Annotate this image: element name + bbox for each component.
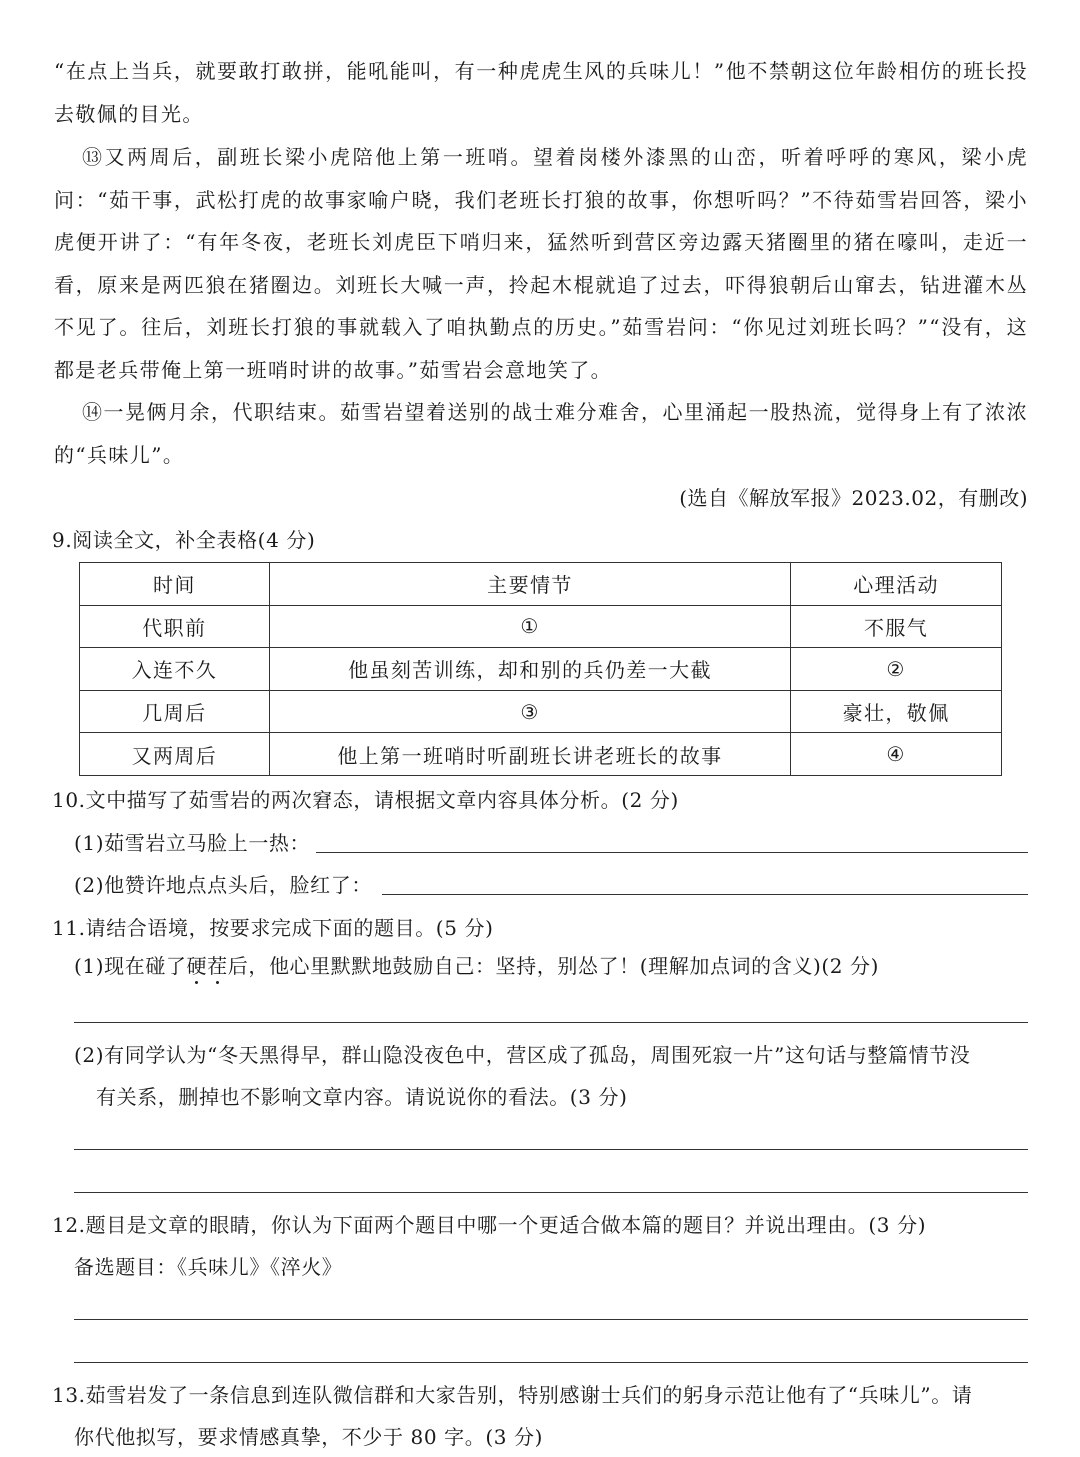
- question-13: 13.茹雪岩发了一条信息到连队微信群和大家告别，特别感谢士兵们的躬身示范让他有了“兵味儿”。请: [52, 1383, 973, 1407]
- table-row: [80, 648, 1002, 691]
- question-13-continued: 你代他拟写，要求情感真挚，不少于 80 字。(3 分): [74, 1425, 544, 1449]
- dotted-word-char: 茬: [207, 954, 228, 978]
- q11-part-2-line-1: (2)有同学认为“冬天黑得早，群山隐没夜色中，营区成了孤岛，周围死寂一片”这句话与整篇情节没: [74, 1043, 971, 1067]
- table-row: [80, 605, 1002, 648]
- answer-line[interactable]: [74, 1149, 1028, 1150]
- table-header-row: [80, 563, 1002, 606]
- answer-line[interactable]: [316, 852, 1028, 853]
- question-11: 11.请结合语境，按要求完成下面的题目。(5 分): [52, 916, 494, 940]
- answer-line[interactable]: [74, 1192, 1028, 1193]
- question-12: 12.题目是文章的眼睛，你认为下面两个题目中哪一个更适合做本篇的题目？并说出理由。(3 分): [52, 1213, 927, 1237]
- dotted-word-char: 硬: [186, 954, 208, 978]
- question-9-table: [79, 562, 1002, 776]
- table-header-cell: 心理活动: [791, 563, 1002, 606]
- table-cell: 代职前: [80, 605, 270, 648]
- passage-paragraph-13: ⑬又两周后，副班长梁小虎陪他上第一班哨。望着岗楼外漆黑的山峦，听着呼呼的寒风，梁小虎问：“茹干事，武松打虎的故事家喻户晓，我们老班长打狼的故事，你想听吗？”不待茹雪岩回答，梁小虎便开讲了：“有年冬夜，老班长刘虎臣下哨归来，猛然听到营区旁边露天猪圈里的猪在嚎叫，走近一看，原来是两匹狼在猪圈边。刘班长大喊一声，拎起木棍就追了过去，吓得狼朝后山窜去，钻进灌木丛不见了。往后，刘班长打狼的事就载入了咱执勤点的历史。”茹雪岩问：“你见过刘班长吗？”“没有，这都是老兵带俺上第一班哨时讲的故事。”茹雪岩会意地笑了。: [54, 145, 1028, 382]
- question-10-part-2: (2)他赞许地点点头后，脸红了：: [74, 873, 372, 897]
- table-cell: ②: [791, 648, 1002, 691]
- question-10: 10.文中描写了茹雪岩的两次窘态，请根据文章内容具体分析。(2 分): [52, 788, 679, 812]
- table-cell: 他上第一班哨时听副班长讲老班长的故事: [269, 733, 790, 776]
- table-cell: 几周后: [80, 690, 270, 733]
- passage-source: (选自《解放军报》2023.02，有删改): [679, 486, 1028, 510]
- q11-part-1-suffix: 后，他心里默默地鼓励自己：坚持，别怂了！(理解加点词的含义)(2 分): [227, 954, 880, 978]
- table-cell: 入连不久: [80, 648, 270, 691]
- q11-part-1-prefix: (1)现在碰了: [74, 954, 187, 978]
- answer-line[interactable]: [74, 1319, 1028, 1320]
- table-cell: ①: [269, 605, 790, 648]
- table-row: [80, 690, 1002, 733]
- question-11-part-1: [74, 946, 879, 986]
- table-cell: ③: [269, 690, 790, 733]
- q11-part-2-line-2: 有关系，删掉也不影响文章内容。请说说你的看法。(3 分): [96, 1085, 628, 1109]
- answer-line[interactable]: [74, 1022, 1028, 1023]
- table-cell: 他虽刻苦训练，却和别的兵仍差一大截: [269, 648, 790, 691]
- table-row: [80, 733, 1002, 776]
- question-12-options: 备选题目：《兵味儿》《淬火》: [74, 1255, 343, 1279]
- table-cell: 不服气: [791, 605, 1002, 648]
- answer-line[interactable]: [382, 894, 1028, 895]
- passage-paragraph-14: ⑭一晃俩月余，代职结束。茹雪岩望着送别的战士难分难舍，心里涌起一股热流，觉得身上有了浓浓的“兵味儿”。: [54, 400, 1028, 467]
- table-cell: 豪壮，敬佩: [791, 690, 1002, 733]
- question-11-part-2: [74, 1034, 1030, 1118]
- passage-paragraph-continued: “在点上当兵，就要敢打敢拼，能吼能叫，有一种虎虎生风的兵味儿！”他不禁朝这位年龄相仿的班长投去敬佩的目光。: [54, 59, 1028, 126]
- table-cell: 又两周后: [80, 733, 270, 776]
- table-cell: ④: [791, 733, 1002, 776]
- table-header-cell: 时间: [80, 563, 270, 606]
- question-9: 9.阅读全文，补全表格(4 分): [52, 528, 316, 552]
- question-10-part-1: (1)茹雪岩立马脸上一热：: [74, 831, 311, 855]
- answer-line[interactable]: [74, 1362, 1028, 1363]
- table-header-cell: 主要情节: [269, 563, 790, 606]
